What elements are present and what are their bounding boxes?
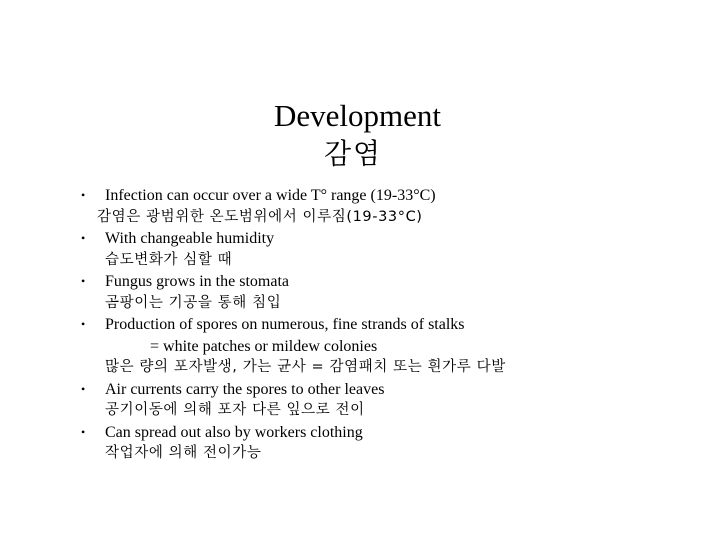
bullet-dot: • — [81, 381, 86, 396]
bullet-dot: • — [81, 317, 86, 331]
bullet-english-text: Can spread out also by workers clothing — [105, 423, 363, 441]
bullet-english-text: Production of spores on numerous, fine strands of stalks — [105, 316, 465, 333]
slide-title-korean — [0, 136, 720, 172]
bullet-english-text: Infection can occur over a wide T° range (19-33°C) — [105, 187, 436, 204]
bullet-english-text: With changeable humidity — [105, 230, 275, 247]
slide-title-text: Development — [274, 98, 442, 133]
bullet-item — [75, 185, 695, 228]
bullet-item — [75, 228, 695, 271]
bullet-korean-text: 작업자에 의해 전이가능 — [105, 445, 262, 461]
bullet-item — [75, 314, 695, 379]
bullet-item — [75, 379, 695, 422]
bullet-korean-text: 습도변화가 심할 때 — [105, 251, 233, 268]
bullet-list — [75, 185, 695, 465]
bullet-dot: • — [81, 231, 86, 245]
bullet-korean-text: 공기이동에 의해 포자 다른 잎으로 전이 — [105, 402, 365, 418]
bullet-dot: • — [81, 424, 86, 439]
slide-title-korean-text: 감염 — [324, 137, 383, 170]
bullet-english-text: Fungus grows in the stomata — [105, 273, 289, 290]
bullet-item — [75, 422, 695, 465]
bullet-korean-text: 많은 량의 포자발생, 가는 균사 = 감염패치 또는 흰가루 다발 — [105, 359, 506, 375]
bullet-dot: • — [81, 188, 86, 202]
bullet-korean-text: 곰팡이는 기공을 통해 침입 — [105, 294, 282, 311]
bullet-english-continuation: = white patches or mildew colonies — [150, 337, 378, 355]
bullet-dot: • — [81, 274, 86, 288]
bullet-korean-text: 감염은 광범위한 온도범위에서 이루짐(19-33°C) — [97, 208, 423, 225]
bullet-english-text: Air currents carry the spores to other leaves — [105, 380, 385, 398]
slide-title — [0, 96, 720, 136]
title-block — [0, 96, 720, 172]
bullet-item — [75, 271, 695, 314]
